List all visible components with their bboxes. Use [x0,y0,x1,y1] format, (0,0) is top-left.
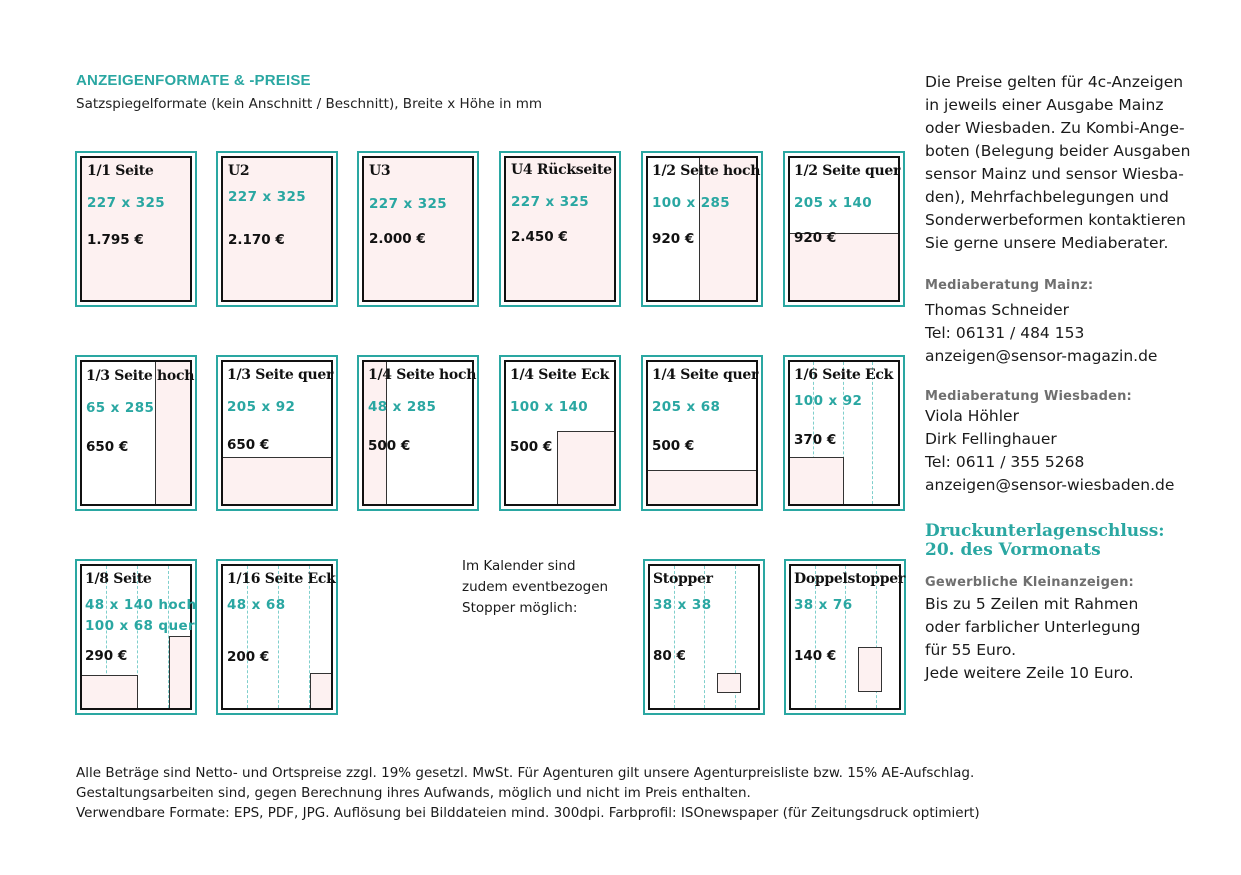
mainz-heading: Mediaberatung Mainz: [925,278,1094,293]
format-price: 500 € [652,438,695,454]
format-dims: 48 x 68 [227,597,286,613]
format-price: 1.795 € [87,232,144,248]
format-price: 200 € [227,649,270,665]
format-title: 1/2 Seite hoch [652,163,761,179]
format-dims: 38 x 38 [653,597,712,613]
format-card-u3 [357,151,479,307]
format-dims: 227 x 325 [228,189,307,205]
format-title: 1/16 Seite Eck [227,571,336,587]
classifieds-info: Bis zu 5 Zeilen mit Rahmen oder farblicher Unterlegung für 55 Euro. Jede weitere Zeile 10 Euro. [925,595,1141,682]
format-card-half-hoch [641,151,763,307]
wiesbaden-email[interactable]: anzeigen@sensor-wiesbaden.de [925,476,1175,494]
format-title: 1/1 Seite [87,163,154,179]
format-card-sixteenth-eck [216,559,338,715]
format-price: 140 € [794,648,837,664]
format-price: 290 € [85,648,128,664]
format-dims: 100 x 285 [652,195,731,211]
format-title: 1/6 Seite Eck [794,367,894,383]
format-title: 1/2 Seite quer [794,163,901,179]
format-dims: 48 x 140 hoch [85,597,197,613]
format-dims: 227 x 325 [369,196,448,212]
price-info: Die Preise gelten für 4c-Anzeigen in jeweils einer Ausgabe Mainz oder Wiesbaden. Zu Kombi-Ange- boten (Belegung beider Ausgaben sensor Mainz und sensor Wiesba- den), Mehrfachbelegungen und Sonderwerbeformen kontaktieren Sie gerne unsere Mediaberater. [925,73,1191,252]
page-title: ANZEIGENFORMATE & -PREISE [76,72,311,89]
format-price: 80 € [653,648,686,664]
format-price: 2.170 € [228,232,285,248]
format-dims: 38 x 76 [794,597,853,613]
format-card-quarter-eck [499,355,621,511]
format-title: U4 Rückseite [511,162,612,178]
format-price: 920 € [794,230,837,246]
format-card-u4 [499,151,621,307]
format-dims: 205 x 68 [652,399,721,415]
format-dims: 205 x 140 [794,195,873,211]
format-price: 920 € [652,231,695,247]
mainz-contact: Thomas Schneider Tel: 06131 / 484 153 anzeigen@sensor-magazin.de [925,299,1157,368]
format-card-u2 [216,151,338,307]
format-card-quarter-hoch [357,355,479,511]
format-dims: 227 x 325 [511,194,590,210]
format-title: 1/3 Seite quer [227,367,334,383]
format-card-sixth-eck [783,355,905,511]
classifieds-heading: Gewerbliche Kleinanzeigen: [925,575,1134,590]
format-title: U2 [228,163,250,179]
format-title: 1/4 Seite hoch [368,367,477,383]
format-price: 2.450 € [511,229,568,245]
format-title: Doppelstopper [794,571,905,587]
format-dims: 100 x 92 [794,393,863,409]
format-price: 500 € [510,439,553,455]
format-card-1-1 [75,151,197,307]
format-title: 1/4 Seite Eck [510,367,610,383]
format-price: 500 € [368,438,411,454]
format-title: Stopper [653,571,713,587]
mainz-email[interactable]: anzeigen@sensor-magazin.de [925,347,1158,365]
format-title: 1/3 Seite hoch [86,368,195,384]
format-card-half-quer [783,151,905,307]
wiesbaden-contact: Viola Höhler Dirk Fellinghauer Tel: 0611 / 355 5268 anzeigen@sensor-wiesbaden.de [925,405,1174,497]
format-title: U3 [369,163,391,179]
footer-notes: Alle Beträge sind Netto- und Ortspreise zzgl. 19% gesetzl. MwSt. Für Agenturen gilt unsere Agenturpreisliste bzw. 15% AE-Aufschlag. Gestaltungsarbeiten sind, gegen Berechnung ihres Aufwands, möglich und nicht im Preis enthalten. Verwendbare Formate: EPS, PDF, JPG. Auflösung bei Bilddateien mind. 300dpi. Farbprofil: ISOnewspaper (für Zeitungsdruck optimiert) [76,765,980,821]
calendar-note: Im Kalender sind zudem eventbezogen Stopper möglich: [462,558,609,616]
format-title: 1/8 Seite [85,571,152,587]
format-dims: 100 x 68 quer [85,618,196,634]
format-title: 1/4 Seite quer [652,367,759,383]
format-price: 650 € [227,437,270,453]
format-dims: 205 x 92 [227,399,296,415]
format-dims: 48 x 285 [368,399,437,415]
page-subtitle: Satzspiegelformate (kein Anschnitt / Beschnitt), Breite x Höhe in mm [76,96,543,112]
format-card-doppelstopper [784,559,906,715]
format-card-third-hoch [75,355,197,511]
format-dims: 227 x 325 [87,195,166,211]
format-card-stopper [643,559,765,715]
format-card-quarter-quer [641,355,763,511]
format-price: 650 € [86,439,129,455]
wiesbaden-heading: Mediaberatung Wiesbaden: [925,389,1132,404]
deadline-heading: Druckunterlagenschluss: 20. des Vormonats [925,521,1165,560]
format-dims: 65 x 285 [86,400,155,416]
format-card-third-quer [216,355,338,511]
format-dims: 100 x 140 [510,399,589,415]
format-card-eighth [75,559,197,715]
format-price: 2.000 € [369,231,426,247]
format-price: 370 € [794,432,837,448]
